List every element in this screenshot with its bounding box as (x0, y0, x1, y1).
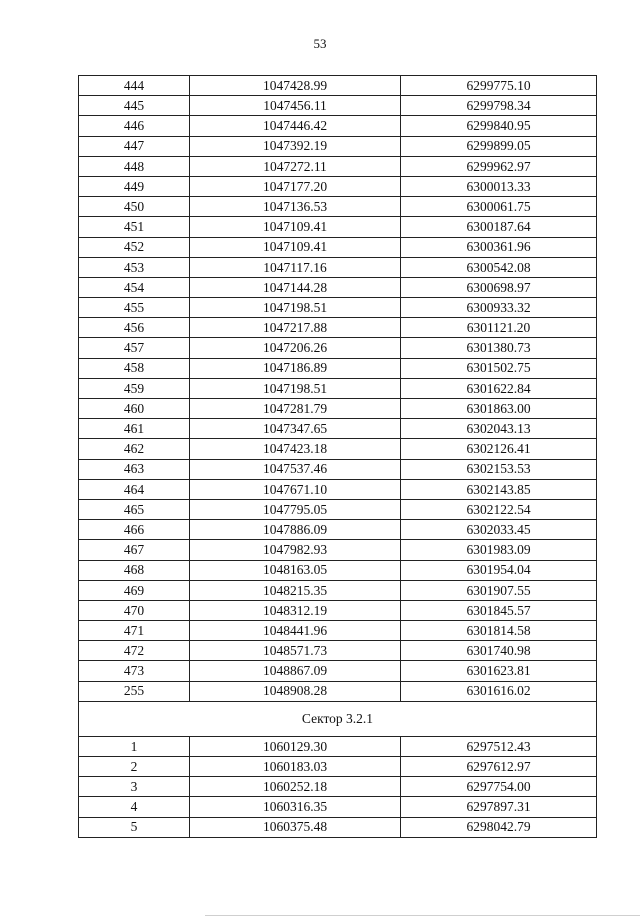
x-coordinate-cell: 1047886.09 (190, 520, 401, 540)
y-coordinate-cell: 6297512.43 (401, 736, 597, 756)
x-coordinate-cell: 1048908.28 (190, 681, 401, 701)
x-coordinate-cell: 1047198.51 (190, 378, 401, 398)
y-coordinate-cell: 6301863.00 (401, 399, 597, 419)
point-number-cell: 255 (79, 681, 190, 701)
point-number-cell: 459 (79, 378, 190, 398)
y-coordinate-cell: 6297612.97 (401, 757, 597, 777)
y-coordinate-cell: 6299899.05 (401, 136, 597, 156)
table-row (79, 560, 597, 580)
table-row (79, 777, 597, 797)
x-coordinate-cell: 1060252.18 (190, 777, 401, 797)
table-row (79, 817, 597, 837)
table-row (79, 661, 597, 681)
point-number-cell: 450 (79, 197, 190, 217)
y-coordinate-cell: 6298042.79 (401, 817, 597, 837)
point-number-cell: 452 (79, 237, 190, 257)
x-coordinate-cell: 1047144.28 (190, 277, 401, 297)
x-coordinate-cell: 1047109.41 (190, 237, 401, 257)
x-coordinate-cell: 1048312.19 (190, 600, 401, 620)
point-number-cell: 4 (79, 797, 190, 817)
y-coordinate-cell: 6297754.00 (401, 777, 597, 797)
point-number-cell: 3 (79, 777, 190, 797)
x-coordinate-cell: 1047206.26 (190, 338, 401, 358)
x-coordinate-cell: 1047186.89 (190, 358, 401, 378)
point-number-cell: 453 (79, 257, 190, 277)
point-number-cell: 465 (79, 499, 190, 519)
x-coordinate-cell: 1047272.11 (190, 156, 401, 176)
y-coordinate-cell: 6299962.97 (401, 156, 597, 176)
x-coordinate-cell: 1060129.30 (190, 736, 401, 756)
x-coordinate-cell: 1047109.41 (190, 217, 401, 237)
point-number-cell: 448 (79, 156, 190, 176)
table-row (79, 217, 597, 237)
table-row (79, 298, 597, 318)
point-number-cell: 457 (79, 338, 190, 358)
x-coordinate-cell: 1047136.53 (190, 197, 401, 217)
table-row (79, 358, 597, 378)
point-number-cell: 458 (79, 358, 190, 378)
point-number-cell: 472 (79, 641, 190, 661)
table-row (79, 277, 597, 297)
x-coordinate-cell: 1047117.16 (190, 257, 401, 277)
y-coordinate-cell: 6302126.41 (401, 439, 597, 459)
x-coordinate-cell: 1060316.35 (190, 797, 401, 817)
y-coordinate-cell: 6302122.54 (401, 499, 597, 519)
y-coordinate-cell: 6301623.81 (401, 661, 597, 681)
table-row (79, 156, 597, 176)
table-row (79, 176, 597, 196)
scan-edge-line (205, 915, 640, 916)
point-number-cell: 456 (79, 318, 190, 338)
table-row (79, 197, 597, 217)
x-coordinate-cell: 1047446.42 (190, 116, 401, 136)
table-row (79, 399, 597, 419)
y-coordinate-cell: 6299840.95 (401, 116, 597, 136)
y-coordinate-cell: 6301380.73 (401, 338, 597, 358)
x-coordinate-cell: 1048571.73 (190, 641, 401, 661)
y-coordinate-cell: 6301907.55 (401, 580, 597, 600)
y-coordinate-cell: 6301740.98 (401, 641, 597, 661)
x-coordinate-cell: 1047795.05 (190, 499, 401, 519)
table-row (79, 499, 597, 519)
x-coordinate-cell: 1047423.18 (190, 439, 401, 459)
y-coordinate-cell: 6300933.32 (401, 298, 597, 318)
section-header-row (79, 701, 597, 736)
table-row (79, 797, 597, 817)
point-number-cell: 463 (79, 459, 190, 479)
x-coordinate-cell: 1047347.65 (190, 419, 401, 439)
point-number-cell: 449 (79, 176, 190, 196)
table-row (79, 641, 597, 661)
y-coordinate-cell: 6302043.13 (401, 419, 597, 439)
table-row (79, 600, 597, 620)
point-number-cell: 445 (79, 96, 190, 116)
point-number-cell: 2 (79, 757, 190, 777)
table-row (79, 136, 597, 156)
point-number-cell: 462 (79, 439, 190, 459)
point-number-cell: 470 (79, 600, 190, 620)
y-coordinate-cell: 6299775.10 (401, 76, 597, 96)
x-coordinate-cell: 1047198.51 (190, 298, 401, 318)
table-row (79, 318, 597, 338)
table-row (79, 419, 597, 439)
point-number-cell: 466 (79, 520, 190, 540)
table-row (79, 459, 597, 479)
point-number-cell: 451 (79, 217, 190, 237)
point-number-cell: 471 (79, 621, 190, 641)
x-coordinate-cell: 1047428.99 (190, 76, 401, 96)
y-coordinate-cell: 6297897.31 (401, 797, 597, 817)
point-number-cell: 447 (79, 136, 190, 156)
point-number-cell: 455 (79, 298, 190, 318)
x-coordinate-cell: 1047217.88 (190, 318, 401, 338)
x-coordinate-cell: 1060375.48 (190, 817, 401, 837)
x-coordinate-cell: 1047982.93 (190, 540, 401, 560)
point-number-cell: 469 (79, 580, 190, 600)
y-coordinate-cell: 6301983.09 (401, 540, 597, 560)
table-row (79, 378, 597, 398)
page-number: 53 (313, 36, 327, 51)
point-number-cell: 467 (79, 540, 190, 560)
table-row (79, 257, 597, 277)
coordinates-table-body (79, 76, 597, 838)
y-coordinate-cell: 6302153.53 (401, 459, 597, 479)
y-coordinate-cell: 6300698.97 (401, 277, 597, 297)
point-number-cell: 5 (79, 817, 190, 837)
x-coordinate-cell: 1047537.46 (190, 459, 401, 479)
y-coordinate-cell: 6301814.58 (401, 621, 597, 641)
y-coordinate-cell: 6301121.20 (401, 318, 597, 338)
y-coordinate-cell: 6300013.33 (401, 176, 597, 196)
y-coordinate-cell: 6300361.96 (401, 237, 597, 257)
x-coordinate-cell: 1048163.05 (190, 560, 401, 580)
point-number-cell: 444 (79, 76, 190, 96)
table-row (79, 237, 597, 257)
x-coordinate-cell: 1047456.11 (190, 96, 401, 116)
x-coordinate-cell: 1047177.20 (190, 176, 401, 196)
x-coordinate-cell: 1047671.10 (190, 479, 401, 499)
point-number-cell: 1 (79, 736, 190, 756)
point-number-cell: 454 (79, 277, 190, 297)
y-coordinate-cell: 6301502.75 (401, 358, 597, 378)
table-row (79, 621, 597, 641)
table-row (79, 479, 597, 499)
section-title: Сектор 3.2.1 (79, 701, 597, 736)
y-coordinate-cell: 6302033.45 (401, 520, 597, 540)
table-row (79, 439, 597, 459)
x-coordinate-cell: 1048215.35 (190, 580, 401, 600)
x-coordinate-cell: 1048867.09 (190, 661, 401, 681)
y-coordinate-cell: 6301616.02 (401, 681, 597, 701)
point-number-cell: 461 (79, 419, 190, 439)
y-coordinate-cell: 6300187.64 (401, 217, 597, 237)
x-coordinate-cell: 1047392.19 (190, 136, 401, 156)
y-coordinate-cell: 6301622.84 (401, 378, 597, 398)
point-number-cell: 468 (79, 560, 190, 580)
y-coordinate-cell: 6299798.34 (401, 96, 597, 116)
y-coordinate-cell: 6302143.85 (401, 479, 597, 499)
y-coordinate-cell: 6300542.08 (401, 257, 597, 277)
point-number-cell: 460 (79, 399, 190, 419)
x-coordinate-cell: 1048441.96 (190, 621, 401, 641)
point-number-cell: 464 (79, 479, 190, 499)
table-row (79, 580, 597, 600)
point-number-cell: 446 (79, 116, 190, 136)
table-row (79, 520, 597, 540)
table-row (79, 736, 597, 756)
table-row (79, 96, 597, 116)
table-row (79, 76, 597, 96)
point-number-cell: 473 (79, 661, 190, 681)
x-coordinate-cell: 1060183.03 (190, 757, 401, 777)
x-coordinate-cell: 1047281.79 (190, 399, 401, 419)
y-coordinate-cell: 6301845.57 (401, 600, 597, 620)
table-row (79, 338, 597, 358)
table-row (79, 116, 597, 136)
y-coordinate-cell: 6300061.75 (401, 197, 597, 217)
coordinates-table (78, 75, 597, 838)
y-coordinate-cell: 6301954.04 (401, 560, 597, 580)
table-row (79, 540, 597, 560)
table-row (79, 757, 597, 777)
table-row (79, 681, 597, 701)
